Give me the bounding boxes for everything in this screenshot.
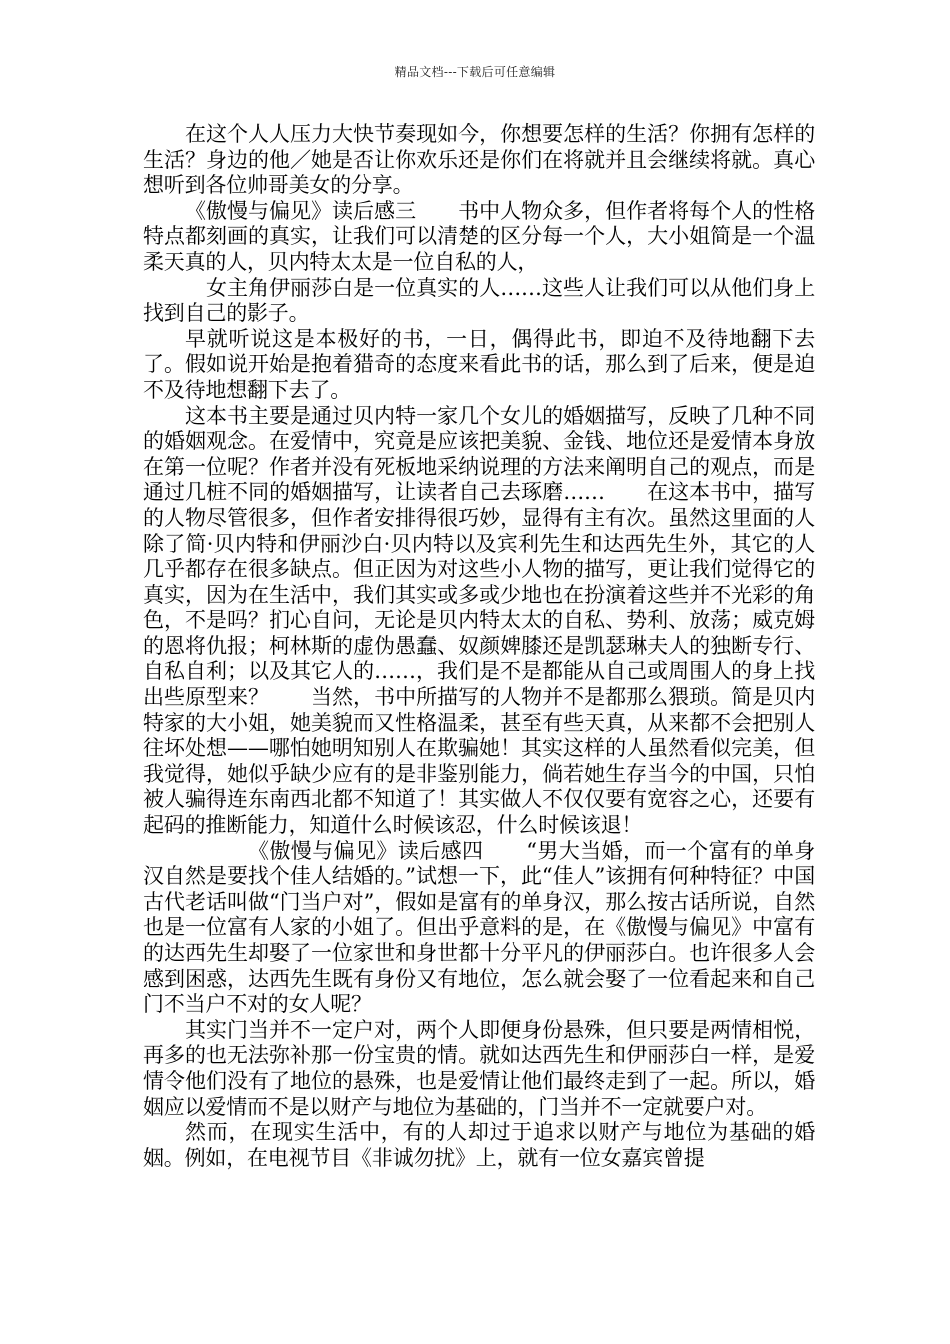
paragraph: 其实门当并不一定户对，两个人即便身份悬殊，但只要是两情相悦，再多的也无法弥补那一份宝贵的情。就如达西先生和伊丽莎白一样，是爱情令他们没有了地位的悬殊，也是爱情让他们最终走到了一起。所以，婚姻应以爱情而不是以财产与地位为基础的，门当并不一定就要户对。: [143, 1017, 815, 1119]
paragraph: 早就听说这是本极好的书，一日，偶得此书，即迫不及待地翻下去了。假如说开始是抱着猎奇的态度来看此书的话，那么到了后来，便是迫不及待地想翻下去了。: [143, 326, 815, 402]
document-body: [143, 122, 815, 1171]
paragraph: 然而，在现实生活中，有的人却过于追求以财产与地位为基础的婚姻。例如，在电视节目《非诚勿扰》上，就有一位女嘉宾曾提: [143, 1120, 815, 1170]
paragraph: 女主角伊丽莎白是一位真实的人……这些人让我们可以从他们身上找到自己的影子。: [143, 275, 815, 326]
paragraph: 《傲慢与偏见》读后感三 书中人物众多，但作者将每个人的性格特点都刻画的真实，让我们可以清楚的区分每一个人，大小姐简是一个温柔天真的人，贝内特太太是一位自私的人，: [143, 198, 815, 274]
page-header: 精品文档---下载后可任意编辑: [394, 65, 556, 79]
paragraph: 《傲慢与偏见》读后感四 “男大当婚，而一个富有的单身汉自然是要找个佳人结婚的。”试想一下，此“佳人”该拥有何种特征？中国古代老话叫做“门当户对”，假如是富有的单身汉，那么按古话所说，自然也是一位富有人家的小姐了。但出乎意料的是，在《傲慢与偏见》中富有的达西先生却娶了一位家世和身世都十分平凡的伊丽莎白。也许很多人会感到困惑，达西先生既有身份又有地位，怎么就会娶了一位看起来和自己门不当户不对的女人呢？: [143, 838, 815, 1017]
paragraph: 在这个人人压力大快节奏现如今，你想要怎样的生活？你拥有怎样的生活？身边的他／她是否让你欢乐还是你们在将就并且会继续将就。真心想听到各位帅哥美女的分享。: [143, 122, 815, 198]
paragraph: 这本书主要是通过贝内特一家几个女儿的婚姻描写，反映了几种不同的婚姻观念。在爱情中，究竟是应该把美貌、金钱、地位还是爱情本身放在第一位呢？作者并没有死板地采纳说理的方法来阐明自己的观点，而是通过几桩不同的婚姻描写，让读者自己去琢磨…… 在这本书中，描写的人物尽管很多，但作者安排得很巧妙，显得有主有次。虽然这里面的人除了简·贝内特和伊丽沙白·贝内特以及宾利先生和达西先生外，其它的人几乎都存在很多缺点。但正因为对这些小人物的描写，更让我们觉得它的真实，因为在生活中，我们其实或多或少地也在扮演着这些并不光彩的角色，不是吗？扪心自问，无论是贝内特太太的自私、势利、放荡；威克姆的恩将仇报；柯林斯的虚伪愚蠢、奴颜婢膝还是凯瑟琳夫人的独断专行、自私自利；以及其它人的……，我们是不是都能从自己或周围人的身上找出些原型来？ 当然，书中所描写的人物并不是都那么猥琐。简是贝内特家的大小姐，她美貌而又性格温柔，甚至有些天真，从来都不会把别人往坏处想——哪怕她明知别人在欺骗她！其实这样的人虽然看似完美，但我觉得，她似乎缺少应有的是非鉴别能力，倘若她生存当今的中国，只怕被人骗得连东南西北都不知道了！其实做人不仅仅要有宽容之心，还要有起码的推断能力，知道什么时候该忍，什么时候该退！: [143, 403, 815, 838]
